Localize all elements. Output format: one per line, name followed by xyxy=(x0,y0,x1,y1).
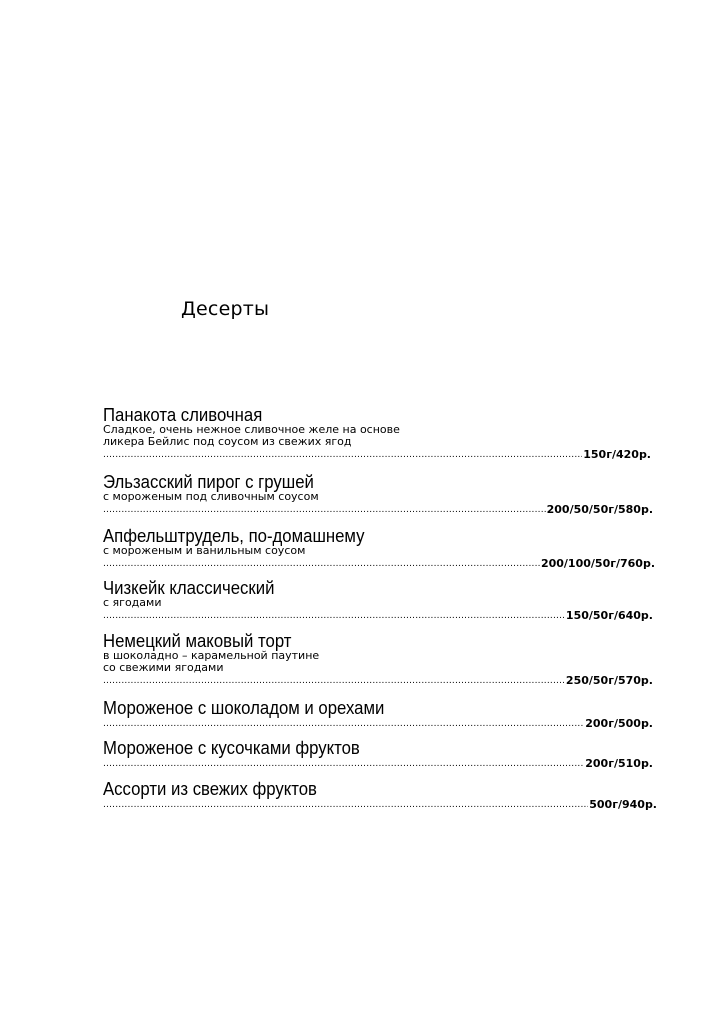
item-price: 500г/940р. xyxy=(589,798,657,811)
item-description: Сладкое, очень нежное сливочное желе на основе xyxy=(103,423,400,436)
dot-leader xyxy=(103,759,584,770)
item-description: со свежими ягодами xyxy=(103,661,224,674)
item-name: Мороженое с шоколадом и орехами xyxy=(103,698,385,718)
dot-leader xyxy=(103,676,565,687)
page-title: Десерты xyxy=(181,298,270,320)
menu-item xyxy=(103,699,653,730)
item-description: с мороженым и ванильным соусом xyxy=(103,544,306,557)
menu-item xyxy=(103,473,653,516)
dot-leader xyxy=(103,559,540,570)
item-description: с мороженым под сливочным соусом xyxy=(103,490,319,503)
dot-leader xyxy=(103,800,588,811)
item-description: ликера Бейлис под соусом из свежих ягод xyxy=(103,435,352,448)
dot-leader xyxy=(103,450,582,461)
item-price: 150/50г/640р. xyxy=(565,609,653,622)
price-line xyxy=(103,798,657,811)
price-line xyxy=(103,757,653,770)
price-line xyxy=(103,448,651,461)
menu-item xyxy=(103,632,653,687)
price-line xyxy=(103,717,653,730)
price-line xyxy=(103,503,653,516)
item-price: 250/50г/570р. xyxy=(565,674,653,687)
item-price: 150г/420р. xyxy=(583,448,651,461)
item-name: Мороженое с кусочками фруктов xyxy=(103,738,360,758)
price-line xyxy=(103,557,655,570)
price-line xyxy=(103,609,653,622)
item-name: Апфельштрудель, по-домашнему xyxy=(103,526,365,546)
item-name: Немецкий маковый торт xyxy=(103,631,292,651)
item-name: Чизкейк классический xyxy=(103,578,275,598)
dot-leader xyxy=(103,611,565,622)
menu-item xyxy=(103,780,657,811)
menu-item xyxy=(103,527,655,570)
item-name: Ассорти из свежих фруктов xyxy=(103,779,317,799)
menu-item xyxy=(103,579,653,622)
price-line xyxy=(103,674,653,687)
item-name: Эльзасский пирог с грушей xyxy=(103,472,314,492)
item-name: Панакота сливочная xyxy=(103,405,263,425)
item-price: 200г/500р. xyxy=(585,717,653,730)
menu-item xyxy=(103,739,653,770)
item-price: 200/100/50г/760р. xyxy=(540,557,655,570)
item-price: 200г/510р. xyxy=(585,757,653,770)
dot-leader xyxy=(103,719,584,730)
item-description: в шоколадно – карамельной паутине xyxy=(103,649,320,662)
item-description: с ягодами xyxy=(103,596,162,609)
item-price: 200/50/50г/580р. xyxy=(546,503,653,516)
menu-item xyxy=(103,406,651,461)
dot-leader xyxy=(103,505,546,516)
